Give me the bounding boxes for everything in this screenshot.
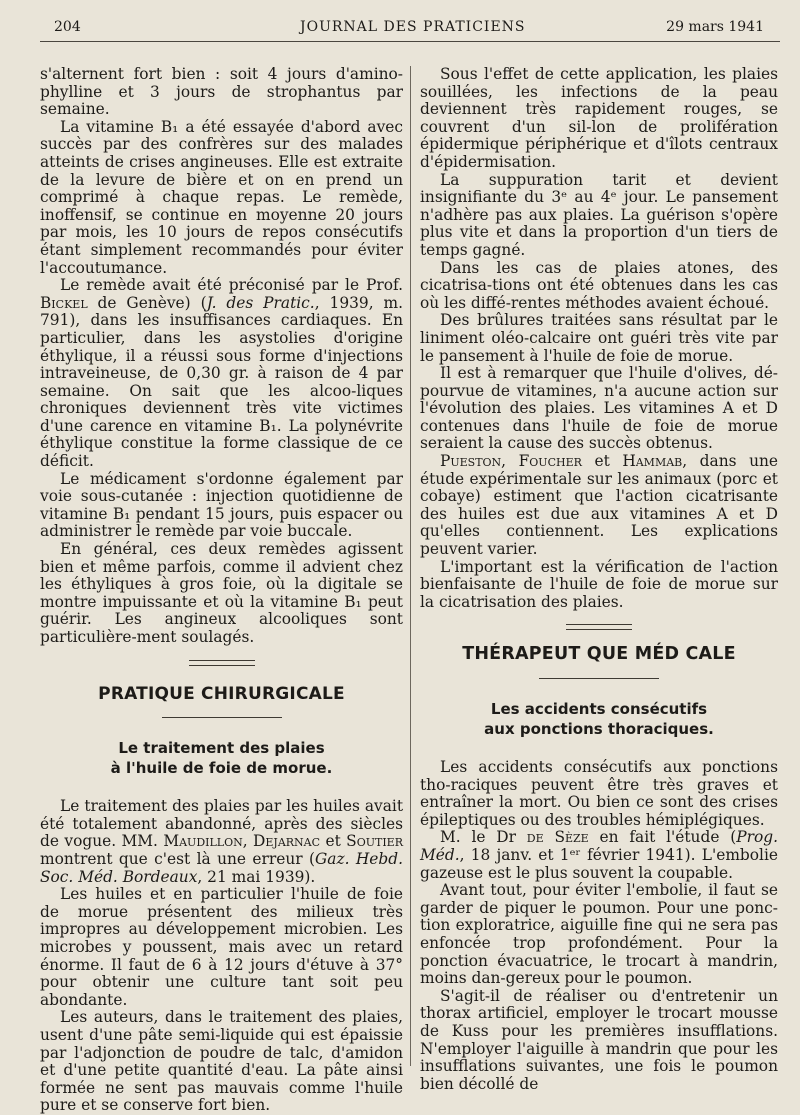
section-separator bbox=[566, 624, 632, 630]
section-title: THÉRAPEUT QUE MÉD CALE bbox=[462, 644, 736, 665]
paragraph: La suppuration tarit et devient insignifiante du 3ᵉ au 4ᵉ jour. Le pansement n'adhère pas aux plaies. La guérison s'opère plus vite et dans la proportion d'un tiers de temps gagné. bbox=[420, 170, 778, 259]
paragraph: Des brûlures traitées sans résultat par le liniment oléo-calcaire ont guéri très vite par le pansement à l'huile de foie de morue. bbox=[420, 311, 778, 365]
author-name: de Sèze bbox=[526, 828, 589, 847]
paragraph: Les accidents consécutifs aux ponctions tho-raciques peuvent être très graves et entraîner la mort. Ou bien ce sont des crises épileptiques ou des troubles hémiplégiques. bbox=[420, 758, 778, 829]
title-rule bbox=[162, 717, 282, 718]
journal-reference: Prog. Méd. bbox=[420, 828, 778, 864]
paragraph bbox=[40, 277, 403, 471]
page-number: 204 bbox=[54, 19, 81, 35]
author-name: Maudillon, Dejarnac bbox=[163, 832, 321, 851]
section-title: PRATIQUE CHIRURGICALE bbox=[98, 683, 345, 704]
journal-reference: J. des Pratic. bbox=[206, 293, 315, 312]
section-separator bbox=[189, 660, 255, 666]
paragraph: Les huiles et en particulier l'huile de foie de morue présentent des milieux très impropres au développement microbien. Les microbes y poussent, mais avec un retard énorme. Il faut de 6 à 12 jours d'étuve à 37° pour obtenir une culture tant soit peu abondante. bbox=[40, 885, 403, 1009]
issue-date: 29 mars 1941 bbox=[666, 19, 764, 35]
article-title bbox=[420, 699, 778, 739]
text-run: , 1939, m. 791), dans les insuffisances cardiaques. En particulier, dans les asystolies d'origine éthylique, il a réussi sous forme d'injections intraveineuse, de 0,30 gr. à raison de 4 par semaine. On sait que les alcoo-liques chroniques deviennent très vite victimes d'une carence en vitamine B₁. La polynévrite éthylique constitue la forme classique de ce déficit. bbox=[40, 293, 403, 471]
text-run: et bbox=[320, 832, 347, 851]
text-run: , dans une étude expérimentale sur les animaux (porc et cobaye) estiment que l'action cicatrisante des huiles est due aux vitamines A et D qu'elles contiennent. Les explications peuvent varier. bbox=[420, 452, 779, 559]
text-run: Le traitement des plaies par les huiles avait été totalement abandonné, après des siècles de vogue. MM. bbox=[40, 797, 403, 851]
article-title-line: Le traitement des plaies bbox=[118, 739, 325, 758]
paragraph bbox=[40, 798, 403, 886]
journal-reference: Gaz. Hebd. Soc. Méd. Bordeaux bbox=[40, 849, 403, 886]
paragraph: L'important est la vérification de l'action bienfaisante de l'huile de foie de morue sur la cicatrisation des plaies. bbox=[420, 557, 778, 611]
text-run: , 21 mai 1939). bbox=[197, 867, 316, 886]
paragraph: La vitamine B₁ a été essayée d'abord avec succès par des confrères sur des malades atteints de crises angineuses. Elle est extraite de la levure de bière et on en prend un comprimé à chaque repas. Le remède, inoffensif, se continue en moyenne 20 jours par mois, les 10 jours de repos consécutifs étant simplement recommandés pour éviter l'accoutumance. bbox=[40, 117, 403, 277]
author-name: Bickel bbox=[40, 293, 88, 312]
header-rule bbox=[40, 41, 780, 42]
article-title bbox=[40, 738, 403, 778]
text-run: , 18 janv. et 1ᵉʳ février 1941). L'embolie gazeuse est le plus souvent la coupable. bbox=[420, 845, 778, 882]
author-name: Hammab bbox=[622, 452, 683, 471]
left-column bbox=[40, 66, 403, 1115]
paragraph: Les auteurs, dans le traitement des plaies, usent d'une pâte semi-liquide qui est épaissie par l'adjonction de poudre de talc, d'amidon et d'une petite quantité d'eau. La pâte ainsi formée ne sent pas mauvais comme l'huile pure et se conserve fort bien. bbox=[40, 1008, 403, 1115]
right-column bbox=[420, 66, 778, 1093]
article-title-line: Les accidents consécutifs bbox=[490, 700, 708, 718]
column-divider bbox=[410, 66, 411, 1066]
paragraph: Avant tout, pour éviter l'embolie, il faut se garder de piquer le poumon. Pour une ponc-tion exploratrice, aiguille fine qui ne sera pas enfoncée trop profondément. Pour la ponction évacuatrice, le trocart à mandrin, moins dan-gereux pour le poumon. bbox=[420, 881, 778, 988]
title-rule bbox=[539, 678, 659, 679]
article-title-line: aux ponctions thoraciques. bbox=[484, 720, 714, 738]
text-run: M. le Dr bbox=[440, 828, 527, 847]
paragraph: Le médicament s'ordonne également par voie sous-cutanée : injection quotidienne de vitamine B₁ pendant 15 jours, puis espacer ou administrer le remède par voie buccale. bbox=[40, 469, 403, 541]
paragraph bbox=[420, 829, 778, 882]
paragraph bbox=[420, 453, 778, 559]
article-title-line: à l'huile de foie de morue. bbox=[110, 759, 333, 778]
text-run: et bbox=[581, 452, 623, 471]
text-run: Le remède avait été préconisé par le Prof. bbox=[60, 276, 403, 295]
author-name: Soutier bbox=[346, 832, 403, 851]
paragraph: Il est à remarquer que l'huile d'olives, dé-pourvue de vitamines, n'a aucune action sur l'évolution des plaies. Les vitamines A et D contenues dans l'huile de foie de morue seraient la cause des succès obtenus. bbox=[420, 364, 778, 453]
page-header bbox=[0, 0, 800, 56]
author-name: Pueston, Foucher bbox=[440, 452, 582, 471]
paragraph: Dans les cas de plaies atones, des cicatrisa-tions ont été obtenues dans les cas où les diffé-rentes méthodes avaient échoué. bbox=[420, 258, 778, 312]
paragraph: S'agit-il de réaliser ou d'entretenir un thorax artificiel, employer le trocart mousse de Kuss pour les premières insufflations. N'employer l'aiguille à mandrin que pour les insufflations suivantes, une fois le poumon bien décollé de bbox=[420, 986, 778, 1093]
paragraph: s'alternent fort bien : soit 4 jours d'amino-phylline et 3 jours de strophantus par semaine. bbox=[40, 65, 403, 119]
paragraph: En général, ces deux remèdes agissent bien et même parfois, comme il advient chez les éthyliques à gros foie, où la digitale se montre impuissante et où la vitamine B₁ peut guérir. Les angineux alcooliques sont particulière-ment soulagés. bbox=[40, 540, 403, 646]
paragraph: Sous l'effet de cette application, les plaies souillées, les infections de la peau deviennent très rapidement rouges, se couvrent d'un sil-lon de prolifération épidermique périphérique et d'îlots centraux d'épidermisation. bbox=[420, 65, 778, 171]
text-run: en fait l'étude ( bbox=[588, 828, 737, 847]
journal-name: JOURNAL DES PRATICIENS bbox=[300, 19, 526, 35]
text-run: montrent que c'est là une erreur ( bbox=[40, 849, 315, 868]
text-run: de Genève) ( bbox=[87, 293, 207, 312]
